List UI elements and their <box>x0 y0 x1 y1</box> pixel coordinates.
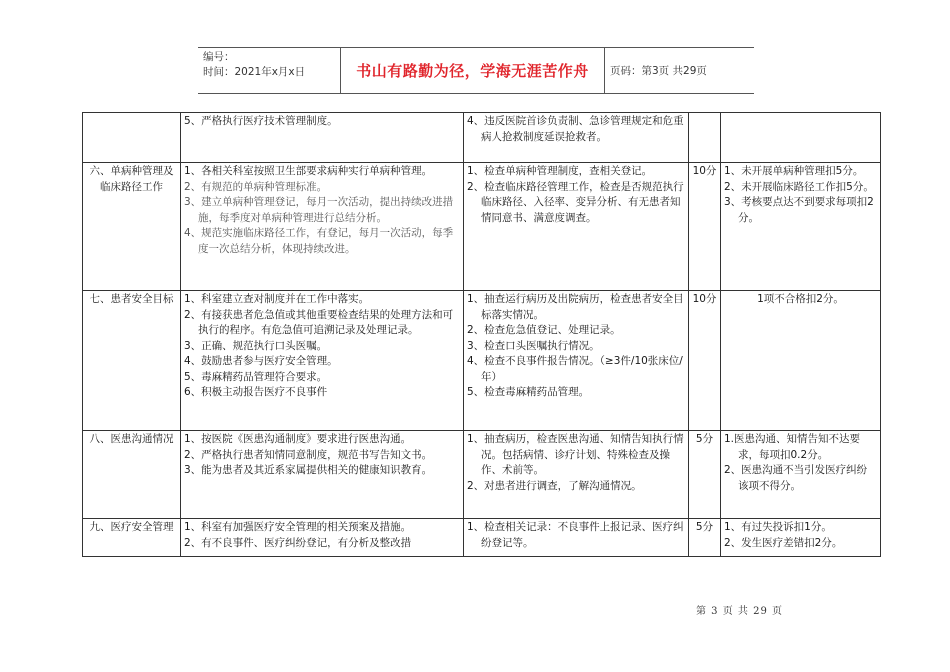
method-item: 1、抽查运行病历及出院病历，检查患者安全目标落实情况。 <box>467 293 684 321</box>
method-item: 4、检查不良事件报告情况。（≥3件/10张床位/年） <box>467 355 683 383</box>
deduction-cell <box>721 291 881 431</box>
method-cell <box>464 113 689 163</box>
deduction-cell <box>721 519 881 557</box>
page-footer: 第 3 页 共 29 页 <box>696 606 783 617</box>
method-cell <box>464 163 689 291</box>
requirement-item: 4、鼓励患者参与医疗安全管理。 <box>184 355 338 367</box>
number-label: 编号： <box>203 51 235 63</box>
header-page-number: 页码：第3页 共29页 <box>610 65 707 77</box>
category-cell: 七、患者安全目标 <box>83 291 181 431</box>
method-cell <box>464 431 689 519</box>
deduction-item: 1、有过失投诉扣1分。 <box>724 521 832 533</box>
table-row <box>83 519 881 557</box>
deduction-item: 1项不合格扣2分。 <box>757 293 844 305</box>
score-cell <box>689 113 721 163</box>
deduction-item: 2、发生医疗差错扣2分。 <box>724 536 843 549</box>
method-item: 2、对患者进行调查，了解沟通情况。 <box>467 479 642 492</box>
method-item: 2、检查临床路径管理工作，检查是否规范执行临床路径、入径率、变异分析、有无患者知情同意书、满意度调查。 <box>467 180 684 224</box>
deduction-cell <box>721 163 881 291</box>
deduction-cell <box>721 431 881 519</box>
method-item: 2、检查危急值登记、处理记录。 <box>467 324 621 336</box>
header-meta <box>198 48 341 93</box>
method-item: 1、抽查病历，检查医患沟通、知情告知执行情况。包括病情、诊疗计划、特殊检查及操作、术前等。 <box>467 433 684 476</box>
method-item: 1、检查单病种管理制度，查相关登记。 <box>467 165 653 177</box>
requirement-cell <box>181 519 464 557</box>
table-row <box>83 113 881 163</box>
table-row <box>83 163 881 291</box>
requirement-item: 2、有不良事件、医疗纠纷登记，有分析及整改措 <box>184 536 412 549</box>
requirement-item: 3、正确、规范执行口头医嘱。 <box>184 339 328 352</box>
score-cell: 5分 <box>689 519 721 557</box>
requirement-item: 2、有接获患者危急值或其他重要检查结果的处理方法和可执行的程序。有危急值可追溯记录及处理记录。 <box>184 308 454 336</box>
header-slogan: 书山有路勤为径，学海无涯苦作舟 <box>341 48 605 93</box>
requirement-item: 1、各相关科室按照卫生部要求病种实行单病种管理。 <box>184 165 433 177</box>
category-cell: 九、医疗安全管理 <box>83 519 181 557</box>
method-cell <box>464 291 689 431</box>
deduction-item: 1.医患沟通、知情告知不达要求，每项扣0.2分。 <box>724 433 861 461</box>
requirement-item: 5、毒麻精药品管理符合要求。 <box>184 370 328 383</box>
requirement-item: 2、有规范的单病种管理标准。 <box>184 180 328 193</box>
score-cell: 10分 <box>689 163 721 291</box>
method-item: 5、检查毒麻精药品管理。 <box>467 386 590 398</box>
category-cell: 八、医患沟通情况 <box>83 431 181 519</box>
category-cell <box>83 113 181 163</box>
requirement-item: 3、能为患者及其近系家属提供相关的健康知识教育。 <box>184 464 433 476</box>
deduction-item: 1、未开展单病种管理扣5分。 <box>724 165 864 177</box>
requirement-cell <box>181 163 464 291</box>
category-cell: 六、单病种管理及临床路径工作 <box>83 163 181 291</box>
requirement-cell <box>181 431 464 519</box>
requirement-item: 3、建立单病种管理登记，每月一次活动，提出持续改进措施，每季度对单病种管理进行总结分析。 <box>184 196 454 224</box>
table-row <box>83 291 881 431</box>
deduction-item: 2、医患沟通不当引发医疗纠纷该项不得分。 <box>724 464 868 492</box>
method-cell <box>464 519 689 557</box>
requirement-item: 6、积极主动报告医疗不良事件 <box>184 386 328 398</box>
requirement-cell <box>181 113 464 163</box>
requirement-item: 1、科室有加强医疗安全管理的相关预案及措施。 <box>184 521 412 533</box>
method-item: 4、违反医院首诊负责制、急诊管理规定和危重病人抢救制度延误抢救者。 <box>467 115 684 143</box>
method-item: 3、检查口头医嘱执行情况。 <box>467 339 600 352</box>
time-label: 时间：2021年x月x日 <box>203 66 306 78</box>
deduction-item: 2、未开展临床路径工作扣5分。 <box>724 180 874 193</box>
page-header <box>198 47 754 94</box>
requirement-item: 2、严格执行患者知情同意制度，规范书写告知文书。 <box>184 448 433 461</box>
score-cell: 5分 <box>689 431 721 519</box>
requirement-cell <box>181 291 464 431</box>
score-cell: 10分 <box>689 291 721 431</box>
table-row <box>83 431 881 519</box>
deduction-cell <box>721 113 881 163</box>
requirement-item: 5、严格执行医疗技术管理制度。 <box>184 115 338 127</box>
requirement-item: 1、科室建立查对制度并在工作中落实。 <box>184 293 370 305</box>
evaluation-table <box>82 112 881 557</box>
requirement-item: 4、规范实施临床路径工作，有登记，每月一次活动，每季度一次总结分析，体现持续改进。 <box>184 227 454 255</box>
method-item: 1、检查相关记录：不良事件上报记录、医疗纠纷登记等。 <box>467 521 684 549</box>
requirement-item: 1、按医院《医患沟通制度》要求进行医患沟通。 <box>184 433 412 445</box>
deduction-item: 3、考核要点达不到要求每项扣2分。 <box>724 196 874 224</box>
